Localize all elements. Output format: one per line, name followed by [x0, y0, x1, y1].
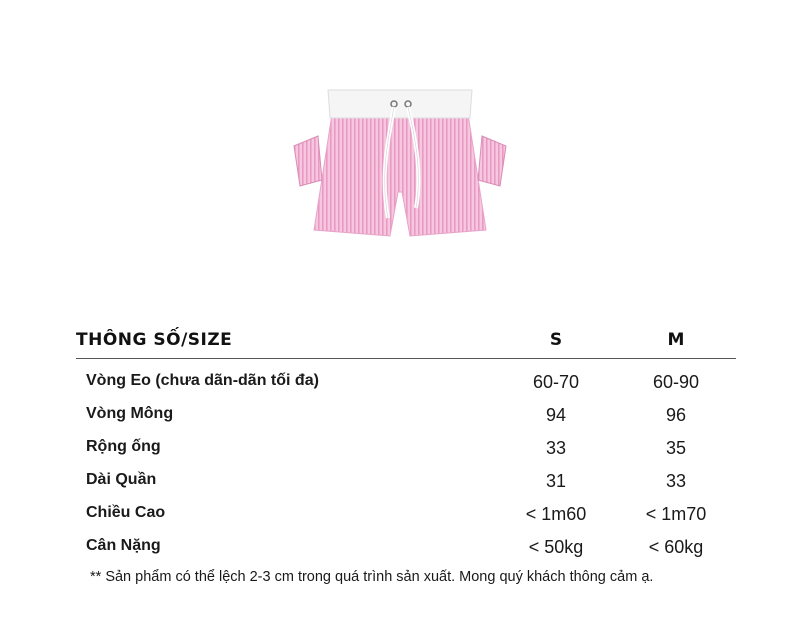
value-m: < 1m70 [645, 504, 707, 524]
table-row [76, 529, 736, 562]
table-row [76, 397, 736, 430]
column-header-s: S [549, 330, 563, 350]
value-m: < 60kg [648, 537, 704, 557]
value-s: 94 [545, 405, 567, 425]
value-s: 60-70 [532, 372, 580, 392]
value-s: < 50kg [528, 537, 584, 557]
right-pocket [478, 136, 506, 186]
value-m: 35 [665, 438, 687, 458]
table-row [76, 496, 736, 529]
value-s: < 1m60 [525, 504, 587, 524]
row-label: Cân Nặng [86, 537, 161, 554]
waistband [328, 90, 472, 118]
value-m: 60-90 [652, 372, 700, 392]
table-header [76, 322, 736, 359]
size-table [76, 322, 736, 562]
table-title: THÔNG SỐ/SIZE [76, 330, 233, 350]
table-body [76, 359, 736, 562]
shorts-body [314, 114, 486, 236]
value-s: 33 [545, 438, 567, 458]
value-m: 96 [665, 405, 687, 425]
value-m: 33 [665, 471, 687, 491]
product-image [270, 80, 530, 270]
table-row [76, 364, 736, 397]
row-label: Dài Quần [86, 471, 157, 488]
row-label: Rộng ống [86, 438, 161, 455]
left-pocket [294, 136, 322, 186]
table-row [76, 430, 736, 463]
column-header-m: M [667, 330, 685, 350]
row-label: Vòng Eo (chưa dãn-dãn tối đa) [86, 372, 319, 389]
footnote: ** Sản phẩm có thể lệch 2-3 cm trong quá trình sản xuất. Mong quý khách thông cảm ạ. [90, 569, 654, 585]
value-s: 31 [545, 471, 567, 491]
row-label: Vòng Mông [86, 405, 174, 422]
table-row [76, 463, 736, 496]
row-label: Chiều Cao [86, 504, 166, 521]
